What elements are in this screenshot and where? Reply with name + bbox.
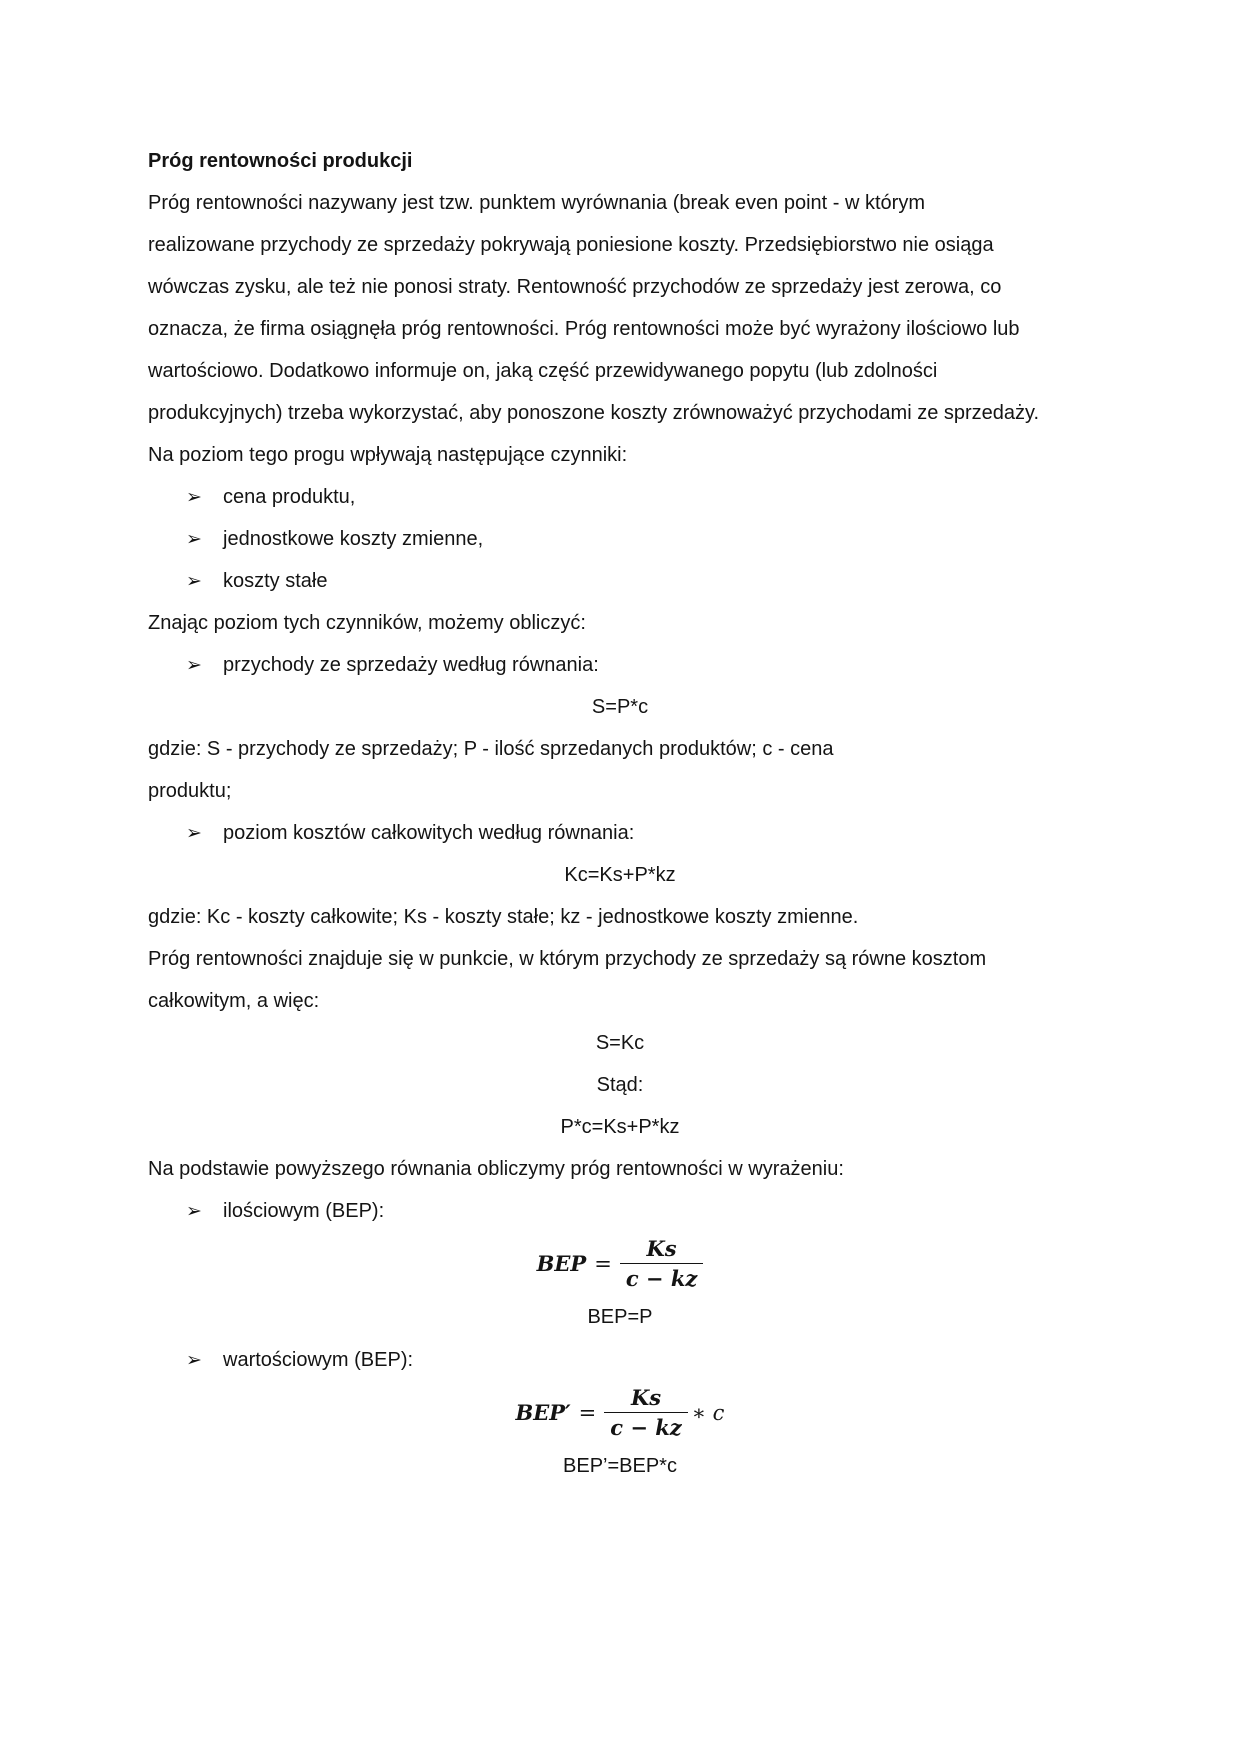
paragraph-line: wówczas zysku, ale też nie ponosi straty. Rentowność przychodów ze sprzedaży jest zerowa, co (148, 276, 1002, 298)
paragraph-line: Na poziom tego progu wpływają następujące czynniki: (148, 444, 628, 466)
paragraph-line: gdzie: Kc - koszty całkowite; Ks - koszty stałe; kz - jednostkowe koszty zmienne. (148, 906, 859, 928)
paragraph-line: całkowitym, a więc: (148, 990, 320, 1012)
list-item-text: ilościowym (BEP): (223, 1200, 385, 1222)
stad-label: Stąd: (596, 1074, 644, 1096)
list-item-text: poziom kosztów całkowitych według równania: (223, 822, 635, 844)
list-item (186, 1346, 413, 1375)
list-item-text: jednostkowe koszty zmienne, (223, 528, 484, 550)
arrow-bullet-icon: ➢ (186, 655, 202, 676)
paragraph-line: gdzie: S - przychody ze sprzedaży; P - ilość sprzedanych produktów; c - cena (148, 738, 834, 760)
formula-fraction (620, 1236, 703, 1291)
list-item (186, 483, 355, 512)
bep-value-note: BEP’=BEP*c (563, 1455, 677, 1477)
list-item-text: cena produktu, (223, 486, 356, 508)
formula-bep-quantity (0, 1236, 1240, 1291)
list-item-text: przychody ze sprzedaży według równania: (223, 654, 599, 676)
list-item-text: wartościowym (BEP): (223, 1349, 414, 1371)
bep-note: BEP=P (587, 1306, 653, 1328)
formula-lhs: BEP′ (515, 1400, 571, 1425)
equation-full: P*c=Ks+P*kz (560, 1116, 680, 1138)
equation-s-kc: S=Kc (595, 1032, 645, 1054)
list-item (186, 525, 483, 554)
fraction-numerator: Ks (604, 1385, 687, 1413)
arrow-bullet-icon: ➢ (186, 823, 202, 844)
paragraph-line: Próg rentowności znajduje się w punkcie, w którym przychody ze sprzedaży są równe kosztom (148, 948, 987, 970)
arrow-bullet-icon: ➢ (186, 1350, 202, 1371)
formula-lhs: BEP (536, 1251, 587, 1276)
paragraph-line: Na podstawie powyższego równania obliczymy próg rentowności w wyrażeniu: (148, 1158, 844, 1180)
paragraph-line: produktu; (148, 780, 232, 802)
formula-bep-value (0, 1385, 1240, 1440)
list-item (186, 651, 599, 680)
paragraph-line: realizowane przychody ze sprzedaży pokrywają poniesione koszty. Przedsiębiorstwo nie osiąga (148, 234, 994, 256)
formula-fraction (604, 1385, 687, 1440)
equation-costs: Kc=Ks+P*kz (564, 864, 676, 886)
list-item (186, 1197, 384, 1226)
arrow-bullet-icon: ➢ (186, 571, 202, 592)
fraction-numerator: Ks (620, 1236, 703, 1264)
arrow-bullet-icon: ➢ (186, 529, 202, 550)
fraction-denominator: c − kz (625, 1266, 698, 1291)
fraction-denominator: c − kz (610, 1415, 682, 1440)
paragraph-line: oznacza, że firma osiągnęła próg rentowności. Próg rentowności może być wyrażony ilościowo lub (148, 318, 1020, 340)
formula-multiplier: ∗ c (691, 1400, 725, 1425)
paragraph-line: produkcyjnych) trzeba wykorzystać, aby ponoszone koszty zrównoważyć przychodami ze sprzedaży. (148, 402, 1040, 424)
arrow-bullet-icon: ➢ (186, 1201, 202, 1222)
list-item (186, 567, 327, 596)
document-title: Próg rentowności produkcji (148, 150, 413, 172)
formula-equals: = (578, 1400, 597, 1425)
paragraph-line: Próg rentowności nazywany jest tzw. punktem wyrównania (break even point - w którym (148, 192, 926, 214)
paragraph-line: wartościowo. Dodatkowo informuje on, jaką część przewidywanego popytu (lub zdolności (148, 360, 938, 382)
list-item-text: koszty stałe (223, 570, 328, 592)
equation-sales: S=P*c (591, 696, 649, 718)
arrow-bullet-icon: ➢ (186, 487, 202, 508)
list-item (186, 819, 634, 848)
formula-equals: = (594, 1251, 612, 1276)
paragraph-line: Znając poziom tych czynników, możemy obliczyć: (148, 612, 586, 634)
